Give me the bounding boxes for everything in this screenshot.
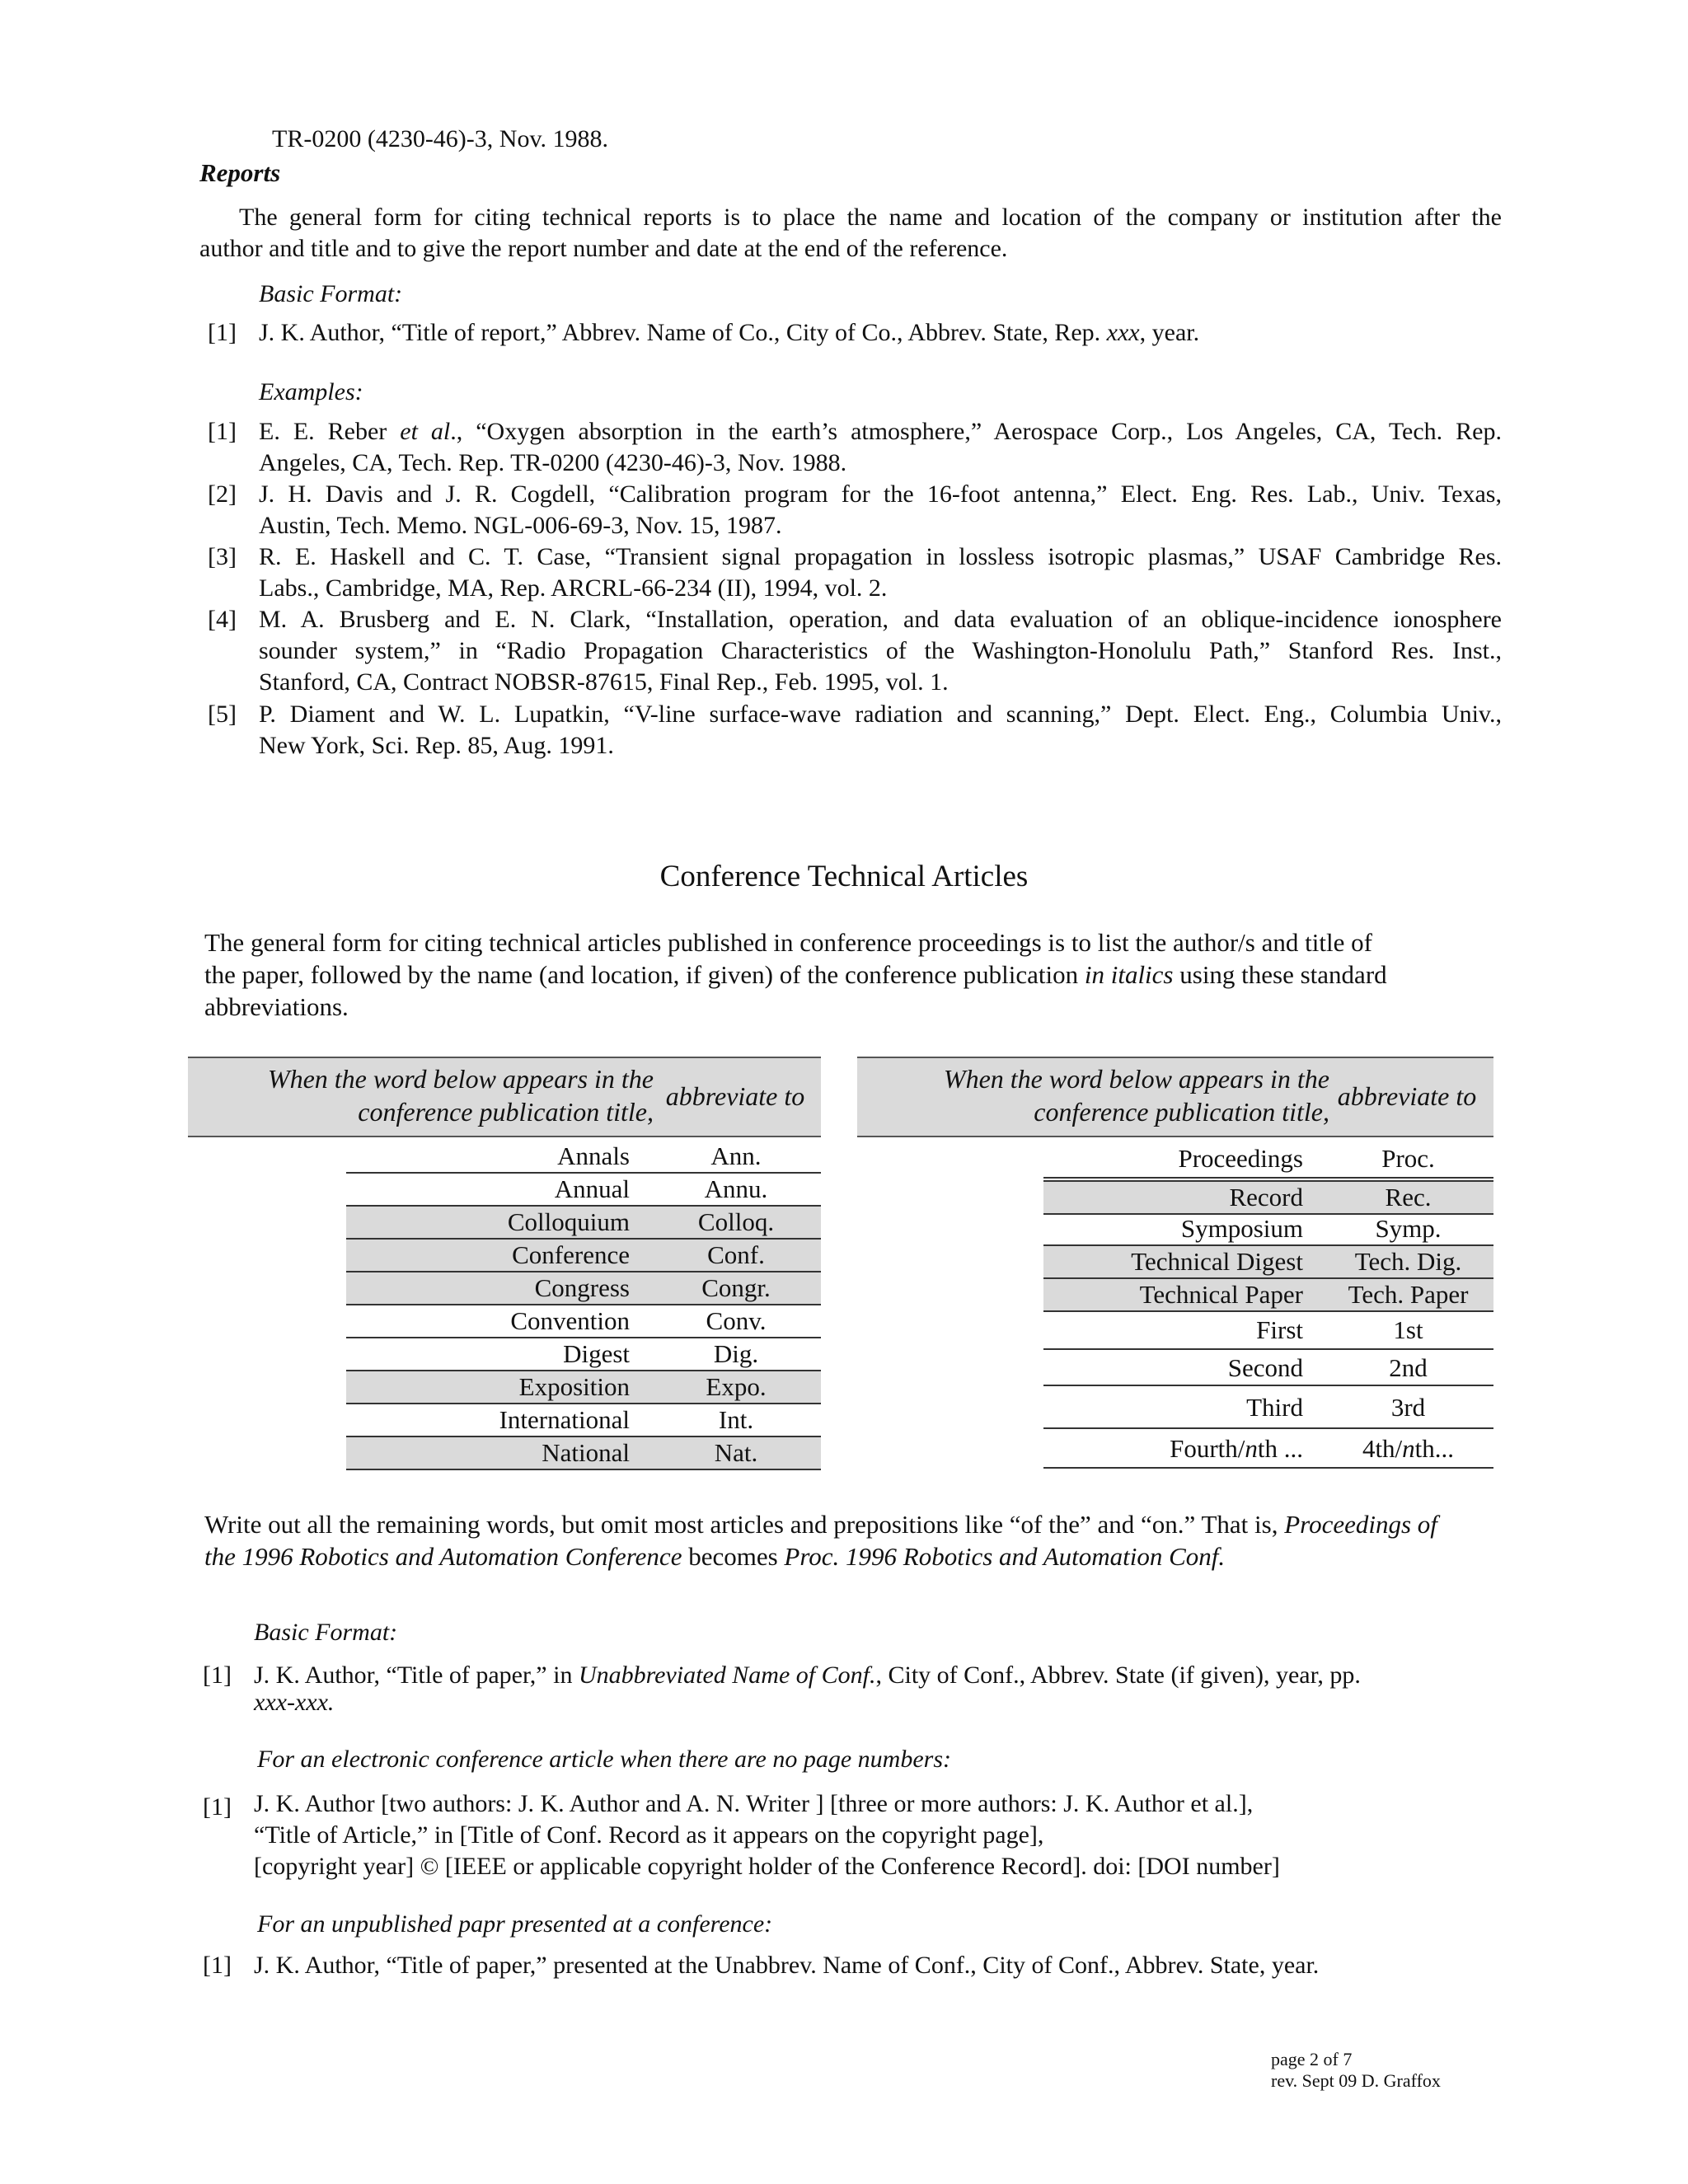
ref-text: , year.	[1139, 319, 1200, 346]
abbrev-row	[1043, 1180, 1493, 1215]
conference-intro-line-2: the paper, followed by the name (and location, if given) of the conference publication in italics using these standard	[204, 960, 1387, 989]
ref-line: R. E. Haskell and C. T. Case, “Transient signal propagation in lossless isotropic plasmas,” USAF Cambridge Res.	[259, 543, 1502, 570]
conference-section-title: Conference Technical Articles	[659, 860, 1029, 893]
abbrev-row	[1043, 1386, 1493, 1429]
ref-line: “Title of Article,” in [Title of Conf. Record as it appears on the copyright page],	[254, 1821, 1044, 1849]
header-abbrev-column: abbreviate to	[665, 1081, 805, 1111]
abbrev-row	[346, 1240, 821, 1272]
reports-example-2	[208, 479, 1502, 541]
abbrev-word: Record	[1229, 1183, 1303, 1212]
ref-number: [4]	[208, 606, 237, 633]
reports-example-4	[208, 604, 1502, 698]
ref-line: E. E. Reber et al., “Oxygen absorption in the earth’s atmosphere,” Aerospace Corp., Los Angeles, CA, Tech. Rep.	[259, 418, 1502, 445]
ref-line: Labs., Cambridge, MA, Rep. ARCRL-66-234 (II), 1994, vol. 2.	[259, 574, 888, 602]
header-word-column: When the word below appears in the conference publication title,	[943, 1064, 1329, 1127]
abbrev-value: Dig.	[713, 1339, 759, 1368]
unpublished-paper-ref	[203, 1950, 1497, 1981]
abbrev-word: Second	[1227, 1353, 1303, 1382]
abbrev-value: Nat.	[714, 1438, 758, 1467]
abbrev-word: National	[542, 1438, 630, 1467]
abbrev-value: Congr.	[701, 1273, 771, 1302]
continuation-line: TR-0200 (4230-46)-3, Nov. 1988.	[272, 125, 609, 152]
abbrev-word: Colloquium	[507, 1207, 630, 1236]
abbrev-row	[346, 1371, 821, 1404]
abbrev-row	[346, 1174, 821, 1207]
ref-number: [1]	[203, 1793, 232, 1821]
conference-basic-format-ref	[203, 1660, 1497, 1714]
abbrev-word: Fourth/nth ...	[1170, 1434, 1303, 1463]
reports-intro-line-1: The general form for citing technical reports is to place the name and location of the company or institution after the	[239, 204, 1502, 231]
reports-intro-line-2: author and title and to give the report number and date at the end of the reference.	[199, 235, 1008, 262]
ref-number: [2]	[208, 480, 237, 508]
ref-line: Angeles, CA, Tech. Rep. TR-0200 (4230-46)-3, Nov. 1988.	[259, 449, 847, 476]
abbrev-word: Congress	[534, 1273, 630, 1302]
ref-line: P. Diament and W. L. Lupatkin, “V-line surface-wave radiation and scanning,” Dept. Elect. Eng., Columbia Univ.,	[259, 701, 1502, 728]
abbrev-value: 4th/nth...	[1362, 1434, 1455, 1463]
abbrev-row	[346, 1141, 821, 1174]
abbrev-word: Digest	[563, 1339, 630, 1368]
abbrev-row	[1043, 1279, 1493, 1312]
conference-basic-format-label: Basic Format:	[254, 1619, 398, 1646]
reports-intro	[199, 202, 1502, 265]
abbrev-value: Tech. Paper	[1348, 1280, 1469, 1309]
reports-basic-format-ref	[208, 317, 1502, 349]
ref-number: [1]	[208, 319, 237, 346]
header-abbrev-column: abbreviate to	[1337, 1081, 1477, 1111]
abbrev-word: Proceedings	[1178, 1144, 1303, 1173]
footer	[1271, 2049, 1441, 2092]
reports-example-1	[208, 416, 1502, 479]
ref-line: [copyright year] © [IEEE or applicable copyright holder of the Conference Record]. doi: [DOI number]	[254, 1853, 1280, 1880]
ref-text: J. K. Author, “Title of report,” Abbrev. Name of Co., City of Co., Abbrev. State, Rep.	[259, 319, 1107, 346]
abbrev-row	[346, 1404, 821, 1437]
abbrev-value: Expo.	[706, 1372, 767, 1401]
abbrev-value: Proc.	[1381, 1144, 1435, 1173]
abbrev-row	[1043, 1144, 1493, 1179]
rule-line-2: the 1996 Robotics and Automation Conference becomes Proc. 1996 Robotics and Automation Conf.	[204, 1542, 1226, 1571]
abbreviation-rule-paragraph	[204, 1508, 1490, 1572]
ref-line: Stanford, CA, Contract NOBSR-87615, Final Rep., Feb. 1995, vol. 1.	[259, 668, 949, 696]
abbrev-row	[346, 1207, 821, 1240]
page-number: page 2 of 7	[1271, 2049, 1353, 2069]
abbrev-value: Colloq.	[697, 1207, 775, 1236]
ref-line: Austin, Tech. Memo. NGL-006-69-3, Nov. 15, 1987.	[259, 512, 782, 539]
reports-heading: Reports	[199, 158, 281, 187]
abbrev-word: International	[499, 1405, 630, 1434]
conference-intro-line-1: The general form for citing technical articles published in conference proceedings is to list the author/s and title of	[204, 928, 1372, 957]
ref-line: xxx-xxx.	[254, 1689, 335, 1716]
reports-examples-label: Examples:	[259, 378, 363, 405]
ref-line: J. K. Author, “Title of paper,” presented at the Unabbrev. Name of Conf., City of Conf., Abbrev. State, year.	[254, 1952, 1320, 1979]
ref-number: [1]	[203, 1952, 232, 1979]
abbrev-value: 1st	[1393, 1315, 1423, 1344]
abbrev-value: Conv.	[706, 1306, 767, 1335]
ref-line: J. K. Author [two authors: J. K. Author and A. N. Writer ] [three or more authors: J. K. Author et al.],	[254, 1790, 1254, 1817]
abbrev-row	[1043, 1246, 1493, 1279]
electronic-article-label: For an electronic conference article when there are no page numbers:	[257, 1746, 951, 1773]
ref-line: M. A. Brusberg and E. N. Clark, “Installation, operation, and data evaluation of an oblique-incidence ionosphere	[259, 606, 1502, 633]
abbrev-row	[346, 1272, 821, 1305]
abbrev-row	[1043, 1312, 1493, 1350]
abbrev-word: Third	[1246, 1393, 1303, 1422]
abbrev-word: Annual	[554, 1174, 630, 1203]
abbrev-word: Conference	[512, 1240, 630, 1269]
abbrev-value: Conf.	[707, 1240, 765, 1269]
reports-basic-format-label: Basic Format:	[259, 280, 403, 307]
abbrev-word: Technical Paper	[1139, 1280, 1303, 1309]
ref-number: [3]	[208, 543, 237, 570]
conference-intro	[204, 926, 1474, 1023]
ref-line: J. K. Author, “Title of paper,” in Unabbreviated Name of Conf., City of Conf., Abbrev. State (if given), year, pp.	[254, 1661, 1361, 1689]
ref-line: J. H. Davis and J. R. Cogdell, “Calibration program for the 16-foot antenna,” Elect. Eng. Res. Lab., Univ. Texas,	[259, 480, 1502, 508]
ref-line: sounder system,” in “Radio Propagation Characteristics of the Washington-Honolulu Path,” Stanford Res. Inst.,	[259, 637, 1502, 664]
abbrev-value: Tech. Dig.	[1354, 1247, 1462, 1276]
electronic-article-ref	[203, 1788, 1497, 1882]
conference-intro-line-3: abbreviations.	[204, 992, 349, 1021]
abbrev-value: Symp.	[1375, 1214, 1442, 1243]
abbrev-table-right-header	[857, 1057, 1493, 1137]
reports-example-3	[208, 541, 1502, 604]
abbrev-table-left-header	[188, 1057, 821, 1137]
abbrev-value: 3rd	[1390, 1393, 1426, 1422]
ref-number: [1]	[208, 418, 237, 445]
reports-example-5	[208, 699, 1502, 762]
ref-number: [1]	[203, 1661, 232, 1689]
abbrev-value: Int.	[718, 1405, 754, 1434]
abbrev-row	[346, 1305, 821, 1338]
abbrev-value: Rec.	[1385, 1183, 1432, 1212]
abbrev-row	[1043, 1213, 1493, 1246]
ref-number: [5]	[208, 701, 237, 728]
abbrev-value: 2nd	[1389, 1353, 1428, 1382]
ref-line: New York, Sci. Rep. 85, Aug. 1991.	[259, 732, 614, 759]
unpublished-paper-label: For an unpublished papr presented at a conference:	[257, 1910, 773, 1938]
abbrev-value: Annu.	[704, 1174, 768, 1203]
abbrev-row	[346, 1437, 821, 1470]
abbrev-word: Annals	[557, 1141, 630, 1170]
ref-text-italic: xxx	[1106, 319, 1140, 346]
abbrev-row	[346, 1338, 821, 1371]
revision-note: rev. Sept 09 D. Graffox	[1271, 2070, 1441, 2091]
abbrev-word: First	[1256, 1315, 1303, 1344]
header-word-column: When the word below appears in the conference publication title,	[267, 1064, 654, 1127]
abbrev-word: Exposition	[518, 1372, 630, 1401]
abbrev-value: Ann.	[710, 1141, 762, 1170]
abbrev-row	[1043, 1429, 1493, 1469]
abbrev-word: Convention	[510, 1306, 630, 1335]
abbrev-word: Symposium	[1180, 1214, 1303, 1243]
abbrev-word: Technical Digest	[1131, 1247, 1303, 1276]
rule-line-1: Write out all the remaining words, but omit most articles and prepositions like “of the” and “on.” That is, Proceedings of	[204, 1510, 1437, 1539]
abbrev-row	[1043, 1350, 1493, 1386]
